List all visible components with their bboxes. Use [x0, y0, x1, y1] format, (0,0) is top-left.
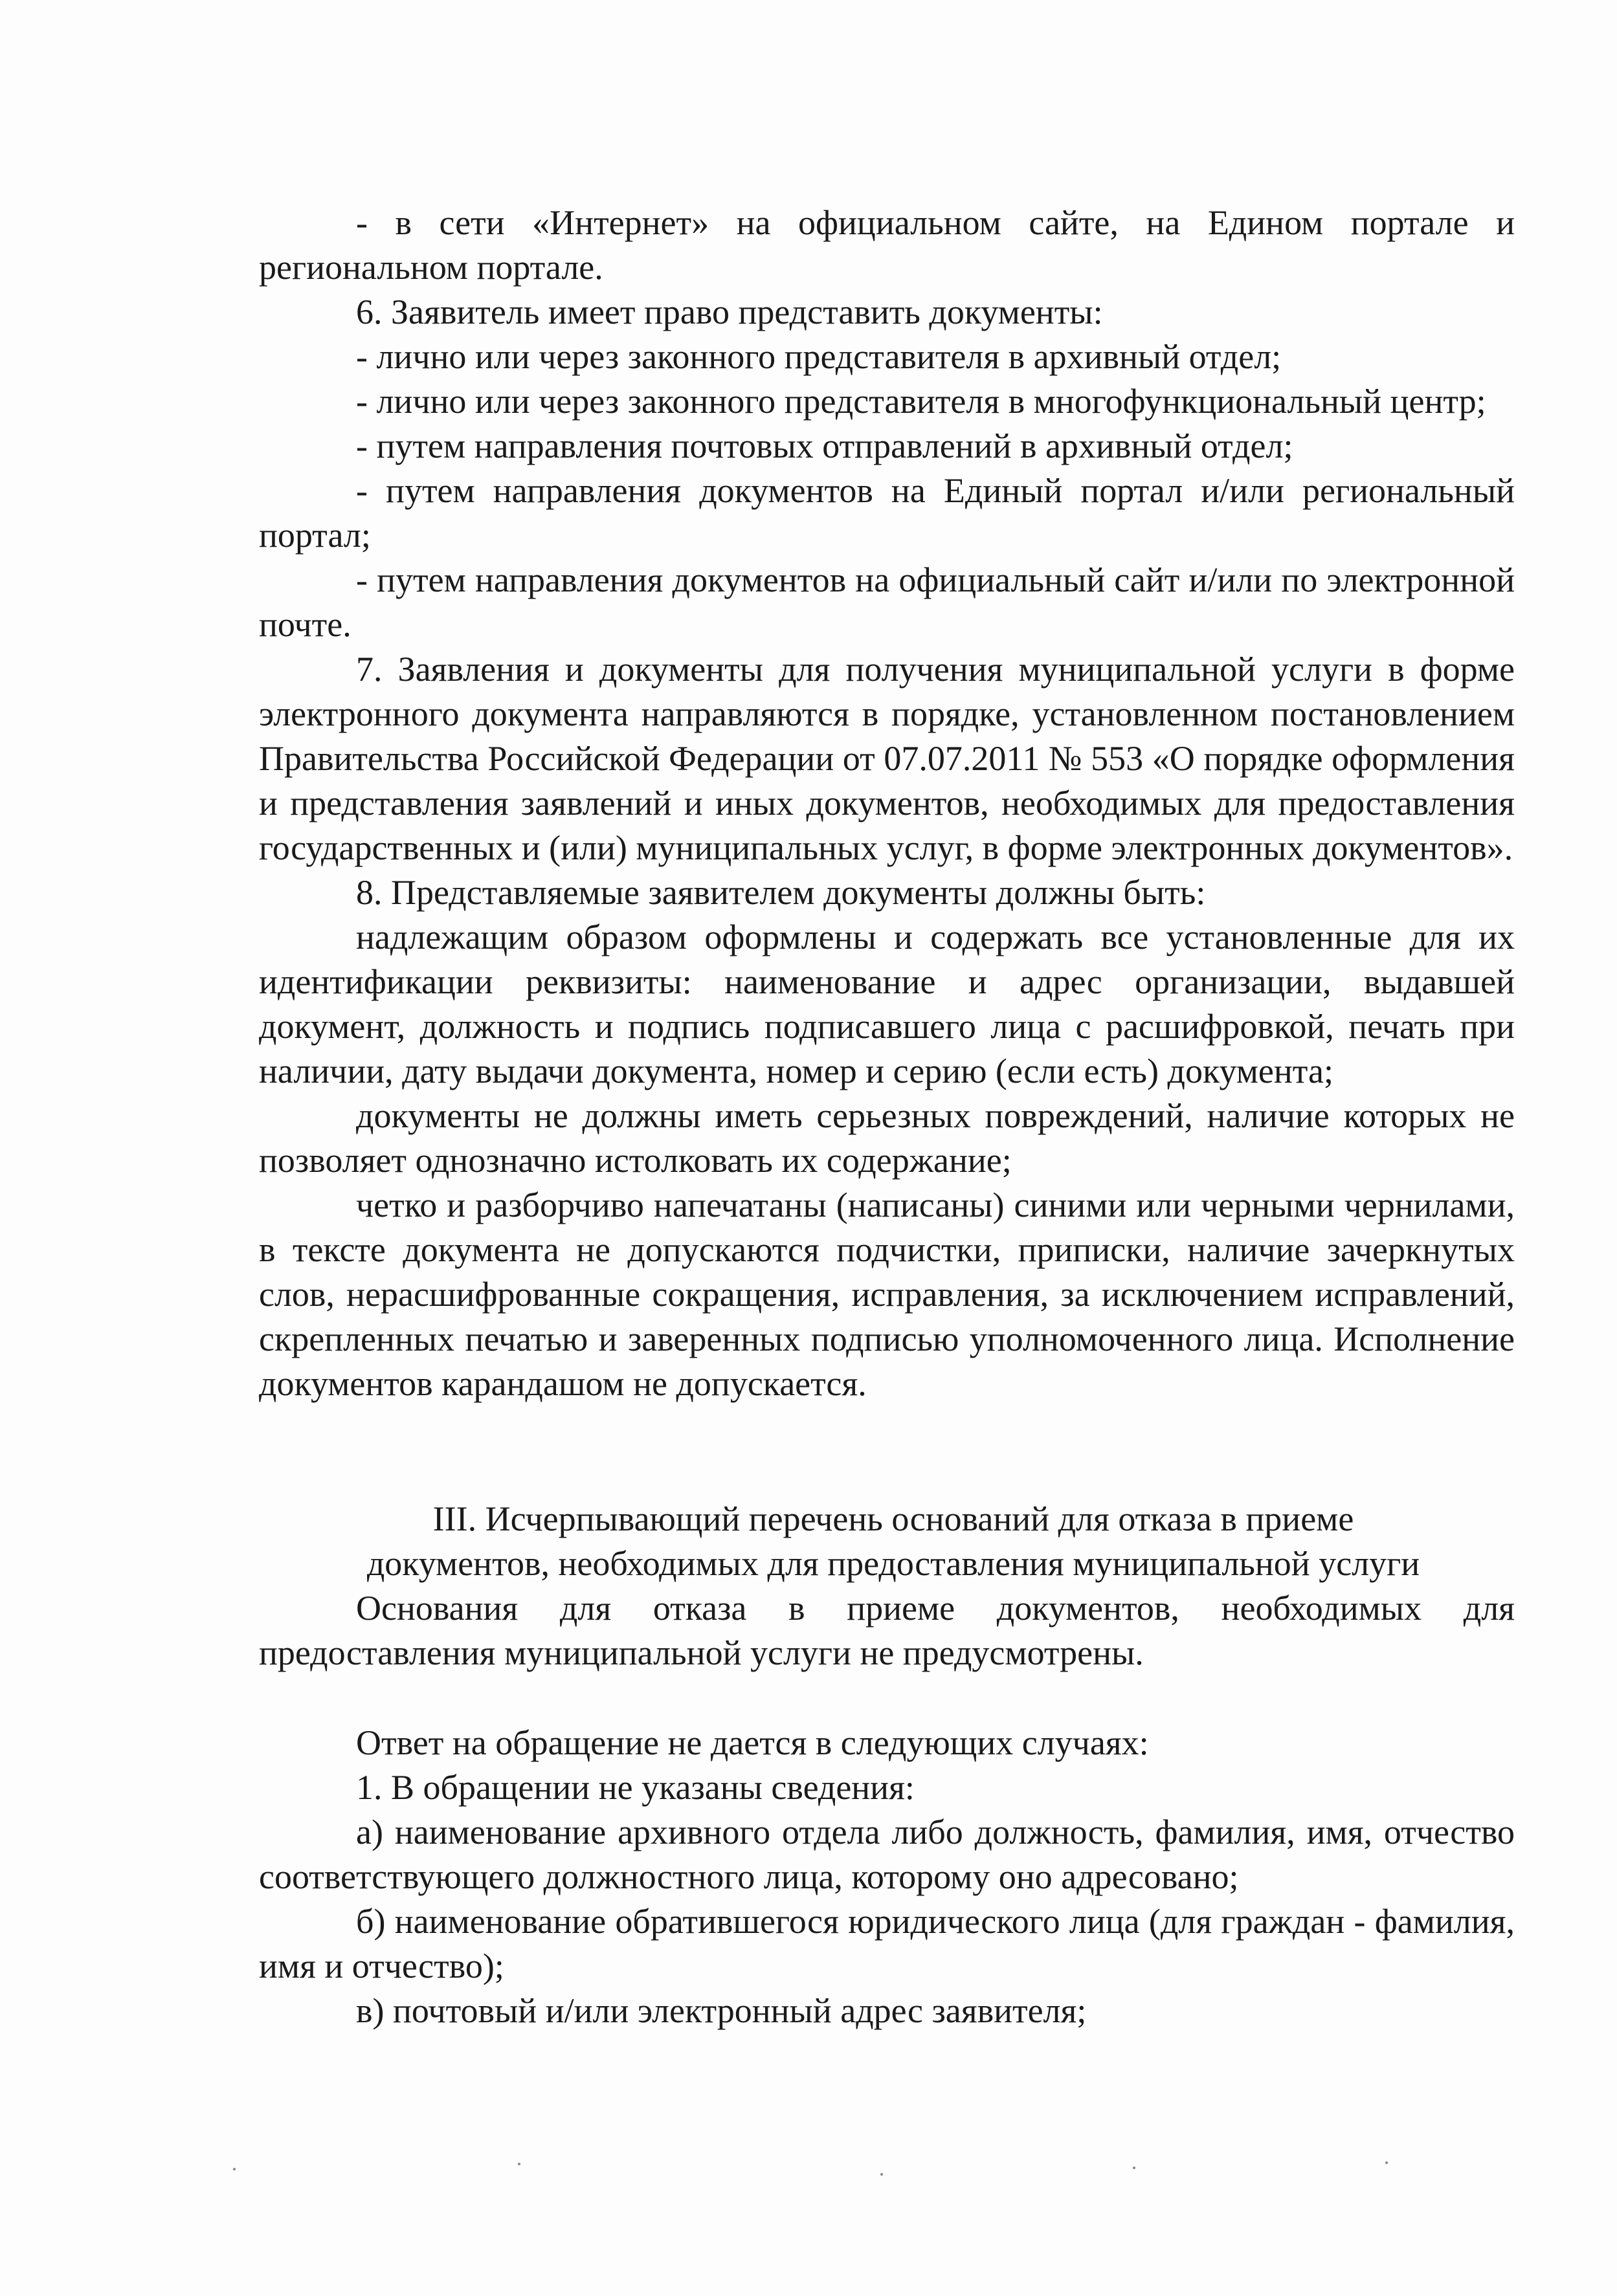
paragraph-website: - путем направления документов на официальный сайт и/или по электронной почте.	[259, 560, 1515, 644]
paragraph-item-6: 6. Заявитель имеет право представить документы:	[356, 293, 1103, 331]
section-heading-line1: III. Исчерпывающий перечень оснований для отказа в приеме	[432, 1499, 1354, 1538]
paragraph-internet: - в сети «Интернет» на официальном сайте, на Едином портале и региональном портале.	[259, 203, 1515, 287]
paragraph-requisites: надлежащим образом оформлены и содержать все установленные для их идентификации реквизиты: наименование и адрес организации, выдавшей документ, должность и подпись подписавшего лица с расшифровкой, печать при наличии, дату выдачи документа, номер и серию (если есть) документа;	[259, 918, 1515, 1090]
paragraph-grounds: Основания для отказа в приеме документов, необходимых для предоставления муниципальной услуги не предусмотрены.	[259, 1589, 1515, 1672]
document-body	[259, 201, 1515, 2033]
scan-speck	[518, 2163, 520, 2165]
paragraph-no-answer: Ответ на обращение не дается в следующих случаях:	[356, 1723, 1149, 1762]
paragraph-item-8: 8. Представляемые заявителем документы должны быть:	[356, 873, 1206, 912]
paragraph-item-b: б) наименование обратившегося юридического лица (для граждан - фамилия, имя и отчество);	[259, 1902, 1515, 1985]
scan-speck	[880, 2173, 883, 2176]
scan-specks	[0, 2161, 1617, 2187]
paragraph-portal: - путем направления документов на Единый портал и/или региональный портал;	[259, 471, 1515, 555]
scan-speck	[1133, 2167, 1135, 2169]
scan-speck	[233, 2168, 236, 2170]
paragraph-legibility: четко и разборчиво напечатаны (написаны) синими или черными чернилами, в тексте документа не допускаются подчистки, приписки, наличие зачеркнутых слов, нерасшифрованные сокращения, исправления, за исключением исправлений, скрепленных печатью и заверенных подписью уполномоченного лица. Исполнение документов карандашом не допускается.	[259, 1186, 1515, 1403]
paragraph-item-7: 7. Заявления и документы для получения муниципальной услуги в форме электронного документа направляются в порядке, установленном постановлением Правительства Российской Федерации от 07.07.2011 № 553 «О порядке оформления и представления заявлений и иных документов, необходимых для предоставления государственных и (или) муниципальных услуг, в форме электронных документов».	[259, 650, 1515, 867]
paragraph-item-a: а) наименование архивного отдела либо должность, фамилия, имя, отчество соответствующего должностного лица, которому оно адресовано;	[259, 1813, 1515, 1896]
paragraph-damage: документы не должны иметь серьезных повреждений, наличие которых не позволяет однозначно истолковать их содержание;	[259, 1096, 1515, 1180]
spacer	[259, 1675, 1515, 1721]
paragraph-post: - путем направления почтовых отправлений в архивный отдел;	[356, 426, 1293, 465]
spacer	[259, 1406, 1515, 1497]
section-heading-line2: документов, необходимых для предоставления муниципальной услуги	[366, 1544, 1420, 1583]
scan-speck	[1385, 2161, 1388, 2164]
paragraph-archive: - лично или через законного представителя в архивный отдел;	[356, 337, 1282, 376]
paragraph-missing-info: 1. В обращении не указаны сведения:	[356, 1768, 915, 1807]
paragraph-mfc: - лично или через законного представителя в многофункциональный центр;	[356, 382, 1486, 421]
paragraph-item-v: в) почтовый и/или электронный адрес заявителя;	[356, 1991, 1087, 2030]
